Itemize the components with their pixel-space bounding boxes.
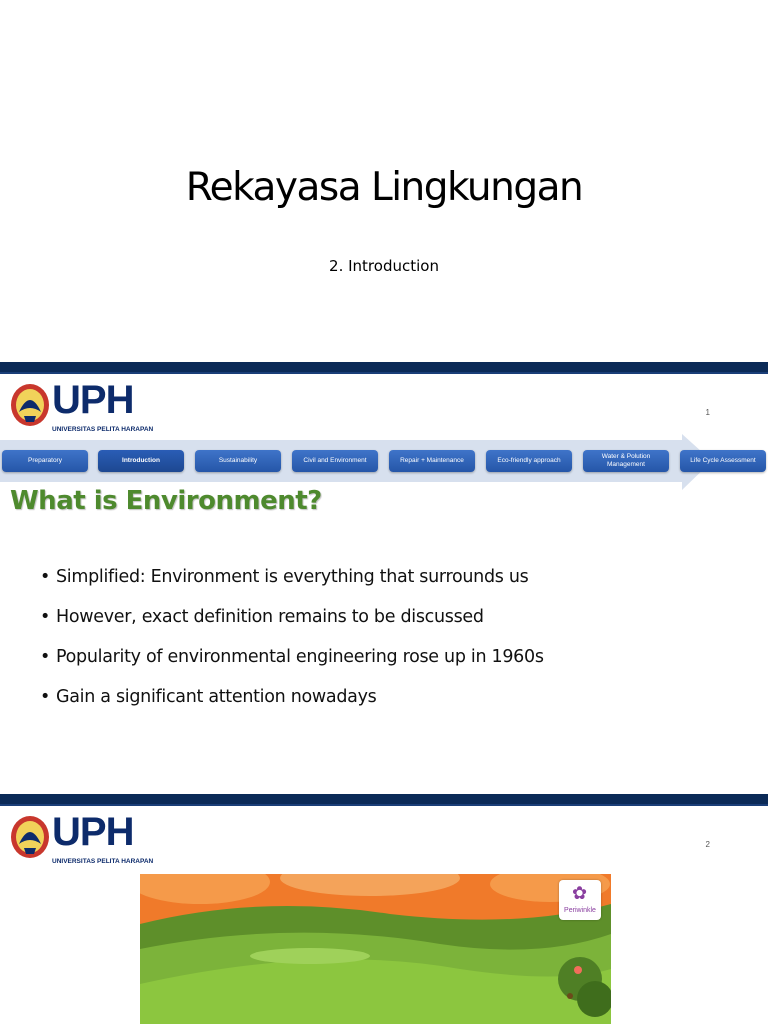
nav-step-lca[interactable]: Life Cycle Assessment xyxy=(680,450,766,472)
landscape-illustration xyxy=(140,874,611,1024)
uph-logo xyxy=(10,810,154,868)
nav-step-water-pollution[interactable]: Water & Polution Management xyxy=(583,450,669,472)
bullet-item: • Popularity of environmental engineering rose up in 1960s xyxy=(40,647,544,667)
logo-brand-text: UPH xyxy=(52,378,134,422)
title-slide xyxy=(0,0,768,362)
nav-step-preparatory[interactable]: Preparatory xyxy=(2,450,88,472)
slide-top-bar xyxy=(0,794,768,806)
bullet-item: • Simplified: Environment is everything that surrounds us xyxy=(40,567,529,587)
bullet-item: • However, exact definition remains to be discussed xyxy=(40,607,484,627)
slide-environment-image xyxy=(0,794,768,1024)
page-number: 2 xyxy=(705,840,710,849)
periwinkle-label: Periwinkle xyxy=(564,907,596,914)
bullet-dot-icon: • xyxy=(40,607,51,627)
logo-university-text: UNIVERSITAS PELITA HARAPAN xyxy=(52,858,154,865)
bullet-list xyxy=(40,567,544,727)
nav-step-eco-friendly[interactable]: Eco-friendly approach xyxy=(486,450,572,472)
nav-step-civil-environment[interactable]: Civil and Environment xyxy=(292,450,378,472)
bullet-dot-icon: • xyxy=(40,687,51,707)
nav-step-introduction[interactable]: Introduction xyxy=(98,450,184,472)
uph-emblem-icon xyxy=(10,382,50,428)
landscape-scene xyxy=(140,874,611,1024)
bullet-dot-icon: • xyxy=(40,567,51,587)
slide-top-bar xyxy=(0,362,768,374)
bullet-dot-icon: • xyxy=(40,647,51,667)
slide-heading: What is Environment? xyxy=(10,486,322,516)
presentation-subtitle: 2. Introduction xyxy=(329,257,439,275)
presentation-title: Rekayasa Lingkungan xyxy=(185,165,583,210)
nav-step-sustainability[interactable]: Sustainability xyxy=(195,450,281,472)
periwinkle-badge xyxy=(559,880,601,920)
nav-step-repair-maintenance[interactable]: Repair + Maintenance xyxy=(389,450,475,472)
bullet-item: • Gain a significant attention nowadays xyxy=(40,687,377,707)
flower-icon: ✿ xyxy=(572,883,588,903)
page-number: 1 xyxy=(705,408,710,417)
slide-what-is-environment xyxy=(0,362,768,794)
logo-university-text: UNIVERSITAS PELITA HARAPAN xyxy=(52,426,154,433)
logo-brand-text: UPH xyxy=(52,810,134,854)
uph-emblem-icon xyxy=(10,814,50,860)
